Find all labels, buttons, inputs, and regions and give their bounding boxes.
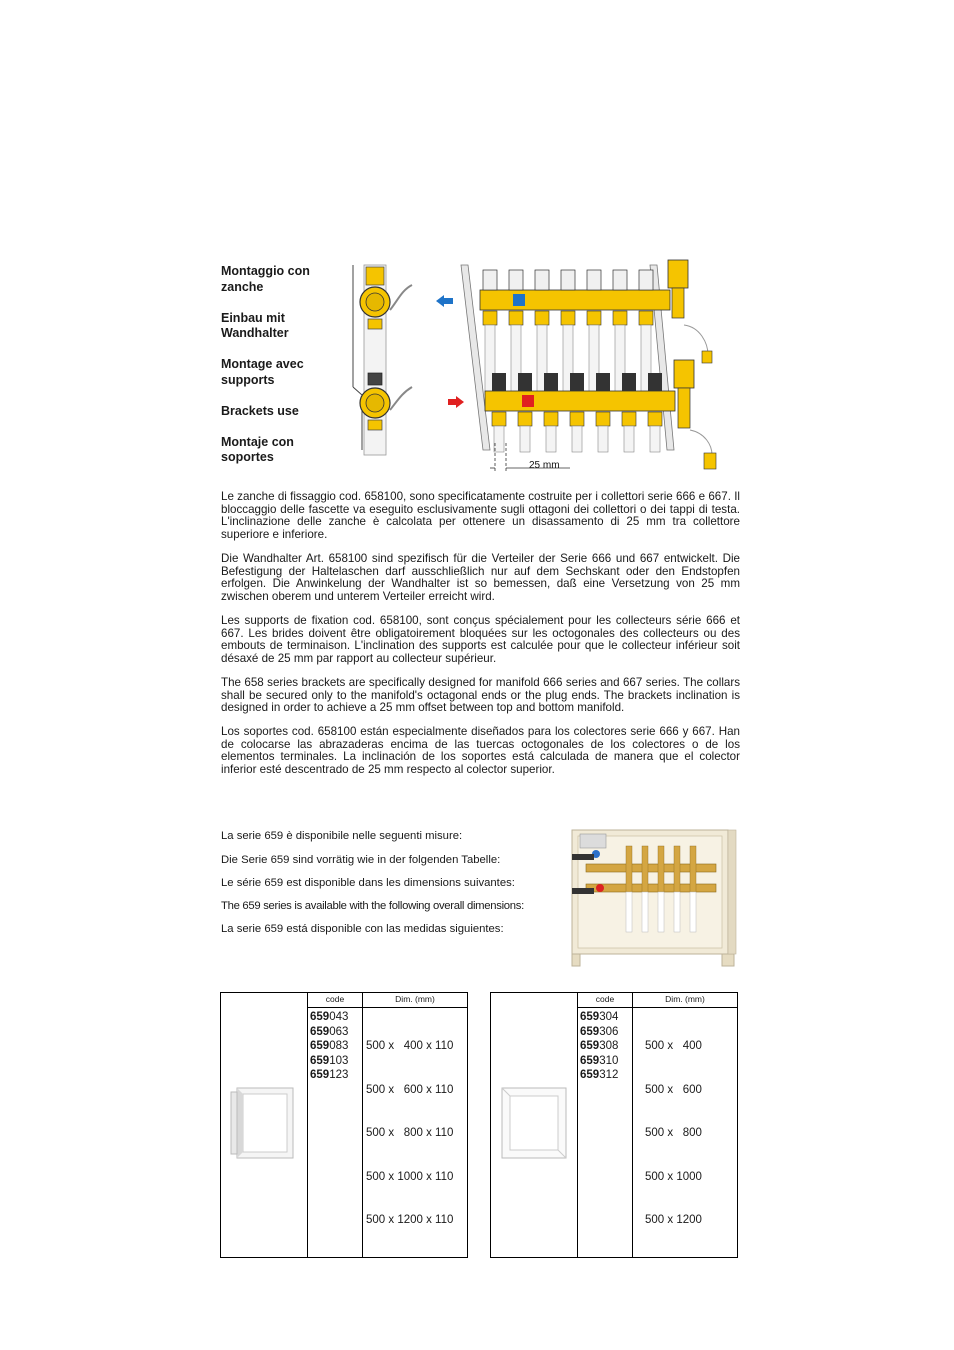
- code-column: [308, 1008, 363, 1258]
- paragraph-en: The 658 series brackets are specifically designed for manifold 666 series and 667 series. The collars shall be secured only to the manifold's octagonal ends or the plug ends. The brackets inclination is designed in order to achieve a 25 mm offset between top and bottom manifold.: [221, 676, 740, 714]
- dim-cell: 500 x 1000 x 110: [366, 1170, 454, 1183]
- label-fr: Montage avec supports: [221, 357, 304, 387]
- code-header: code: [308, 993, 363, 1008]
- code-cell: 659312: [580, 1069, 619, 1081]
- paragraph-es: Los soportes cod. 658100 están especialmente diseñados para los colectores serie 666 y 667. Han de colocarse las abrazaderas encima de las tuercas octogonales de los colectores o de los elementos terminales. La inclinación de los soportes está calculada de manera que el colector inferior esté descentrado de 25 mm respecto al colector superior.: [221, 725, 740, 776]
- dim-cell: 500 x 800: [645, 1127, 702, 1139]
- dimensions-table-b: [490, 992, 738, 1258]
- dim-cell: 500 x 1200 x 110: [366, 1214, 454, 1226]
- availability-en: The 659 series is available with the following overall dimensions:: [221, 900, 524, 912]
- dim-cell: 500 x 400 x 110: [366, 1040, 454, 1052]
- flow-arrow: [448, 396, 464, 408]
- paragraph-de: Die Wandhalter Art. 658100 sind spezifisch für die Verteiler der Serie 666 und 667 entwickelt. Die Befestigung der Haltelaschen darf ausschließlich nur auf dem Sechskant oder den Endstopfen erfolgen. Die Anwinkelung der Wandhalter ist so bemessen, daß eine Versetzung von 25 mm zwischen oberem und unterem Verteiler erreicht wird.: [221, 552, 740, 603]
- availability-de: Die Serie 659 sind vorrätig wie in der folgenden Tabelle:: [221, 854, 501, 866]
- dim-cell: 500 x 600 x 110: [366, 1083, 454, 1096]
- label-de: Einbau mit Wandhalter: [221, 310, 289, 340]
- code-cell: 659063: [310, 1025, 349, 1038]
- cabinet-illustration: [566, 826, 740, 968]
- code-cell: 659304: [580, 1011, 619, 1023]
- cabinet-thumbnail-b: [491, 993, 578, 1258]
- code-cell: 659043: [310, 1011, 349, 1023]
- dimensions-table-a: [220, 992, 468, 1258]
- label-it: Montaggio con zanche: [221, 264, 310, 294]
- bottom-manifold: [485, 360, 716, 469]
- paragraph-fr: Les supports de fixation cod. 658100, sont conçus spécialement pour les collecteurs série 666 et 667. Les brides doivent être obligatoirement bloquées sur les octogonales des collecteurs ou des embouts de terminaison. L'inclination des supports est calculée pour que le collecteur inférieur soit désaxé de 25 mm par rapport au collecteur supérieur.: [221, 614, 740, 665]
- offset-label: 25 mm: [529, 460, 560, 471]
- code-header: code: [578, 993, 633, 1008]
- dim-cell: 500 x 800 x 110: [366, 1127, 454, 1139]
- code-cell: 659306: [580, 1025, 619, 1038]
- return-arrow: [436, 295, 453, 307]
- dim-header: Dim. (mm): [633, 993, 738, 1008]
- code-column: [578, 1008, 633, 1258]
- open-cabinet-icon: [229, 1084, 299, 1162]
- paragraph-it: Le zanche di fissaggio cod. 658100, sono specificatamente costruite per i collettori serie 666 e 667. Il bloccaggio delle fascette va eseguito esclusivamente sugli ottagoni dei collettori o dei tappi di testa. L'inclinazione delle zanche è calcolata per ottenere un disassamento di 25 mm tra collettore superiore e inferiore.: [221, 490, 740, 541]
- code-cell: 659103: [310, 1054, 349, 1067]
- availability-es: La serie 659 está disponible con las medidas siguientes:: [221, 923, 504, 935]
- availability-it: La serie 659 è disponibile nelle seguenti misure:: [221, 830, 463, 842]
- dim-cell: 500 x 1200: [645, 1214, 702, 1226]
- cabinet-frame-icon: [496, 1084, 572, 1162]
- bracket-labels: [221, 264, 341, 481]
- label-en: Brackets use: [221, 403, 299, 418]
- dim-column: [363, 1008, 468, 1258]
- label-es: Montaje con soportes: [221, 434, 294, 464]
- dim-cell: 500 x 600: [645, 1083, 702, 1096]
- dim-cell: 500 x 400: [645, 1040, 702, 1052]
- cabinet-thumbnail-a: [221, 993, 308, 1258]
- dim-column: [633, 1008, 738, 1258]
- availability-fr: Le série 659 est disponible dans les dimensions suivantes:: [221, 877, 515, 889]
- side-view: [353, 265, 412, 455]
- dim-header: Dim. (mm): [363, 993, 468, 1008]
- code-cell: 659123: [310, 1069, 349, 1081]
- code-cell: 659310: [580, 1054, 619, 1067]
- dim-cell: 500 x 1000: [645, 1170, 702, 1183]
- code-cell: 659308: [580, 1040, 619, 1052]
- manifold-bracket-diagram: [340, 255, 740, 480]
- code-cell: 659083: [310, 1040, 349, 1052]
